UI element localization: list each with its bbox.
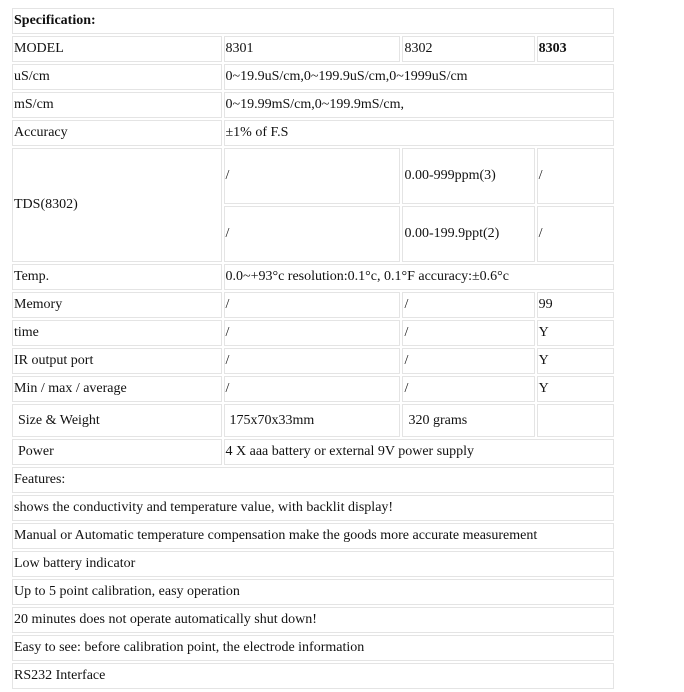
minmax-8301: /	[224, 376, 401, 402]
size-8301: 175x70x33mm	[224, 404, 401, 437]
memory-8301: /	[224, 292, 401, 318]
tds-label: TDS(8302)	[12, 148, 222, 262]
ir-label: IR output port	[12, 348, 222, 374]
memory-8303: 99	[537, 292, 614, 318]
model-label: MODEL	[12, 36, 222, 62]
feature-row	[12, 663, 614, 689]
time-8301: /	[224, 320, 401, 346]
feature-item: Low battery indicator	[12, 551, 614, 577]
model-8302: 8302	[402, 36, 534, 62]
feature-item: shows the conductivity and temperature value, with backlit display!	[12, 495, 614, 521]
minmax-row	[12, 376, 614, 402]
minmax-label: Min / max / average	[12, 376, 222, 402]
feature-item: Up to 5 point calibration, easy operation	[12, 579, 614, 605]
power-label: Power	[12, 439, 222, 465]
time-label: time	[12, 320, 222, 346]
minmax-8303: Y	[537, 376, 614, 402]
ir-8301: /	[224, 348, 401, 374]
spec-title: Specification:	[12, 8, 614, 34]
feature-item: Manual or Automatic temperature compensation make the goods more accurate measurement	[12, 523, 614, 549]
power-value: 4 X aaa battery or external 9V power supply	[224, 439, 615, 465]
feature-item: RS232 Interface	[12, 663, 614, 689]
feature-item: 20 minutes does not operate automatically shut down!	[12, 607, 614, 633]
us-cm-value: 0~19.9uS/cm,0~199.9uS/cm,0~1999uS/cm	[224, 64, 615, 90]
feature-row	[12, 523, 614, 549]
ir-8303: Y	[537, 348, 614, 374]
us-cm-row	[12, 64, 614, 90]
size-row	[12, 404, 614, 437]
memory-label: Memory	[12, 292, 222, 318]
feature-row	[12, 607, 614, 633]
size-8303	[537, 404, 614, 437]
feature-row	[12, 579, 614, 605]
model-8301: 8301	[224, 36, 401, 62]
ir-row	[12, 348, 614, 374]
minmax-8302: /	[402, 376, 534, 402]
spec-title-row	[12, 8, 614, 34]
us-cm-label: uS/cm	[12, 64, 222, 90]
feature-item: Easy to see: before calibration point, the electrode information	[12, 635, 614, 661]
memory-row	[12, 292, 614, 318]
time-8302: /	[402, 320, 534, 346]
tds-8303-ppm: /	[537, 148, 614, 204]
temp-label: Temp.	[12, 264, 222, 290]
accuracy-row	[12, 120, 614, 146]
feature-row	[12, 635, 614, 661]
tds-8301-ppt: /	[224, 206, 401, 262]
ms-cm-label: mS/cm	[12, 92, 222, 118]
size-label: Size & Weight	[12, 404, 222, 437]
features-title: Features:	[12, 467, 614, 493]
time-8303: Y	[537, 320, 614, 346]
ir-8302: /	[402, 348, 534, 374]
tds-8302-ppt: 0.00-199.9ppt(2)	[402, 206, 534, 262]
ms-cm-row	[12, 92, 614, 118]
memory-8302: /	[402, 292, 534, 318]
feature-row	[12, 551, 614, 577]
tds-8302-ppm: 0.00-999ppm(3)	[402, 148, 534, 204]
tds-8301-ppm: /	[224, 148, 401, 204]
feature-row	[12, 495, 614, 521]
tds-8303-ppt: /	[537, 206, 614, 262]
specification-table	[10, 6, 616, 691]
model-8303: 8303	[537, 36, 614, 62]
size-8302: 320 grams	[402, 404, 534, 437]
tds-row-1	[12, 148, 614, 204]
temp-row	[12, 264, 614, 290]
ms-cm-value: 0~19.99mS/cm,0~199.9mS/cm,	[224, 92, 615, 118]
model-row	[12, 36, 614, 62]
temp-value: 0.0~+93°c resolution:0.1°c, 0.1°F accuracy:±0.6°c	[224, 264, 615, 290]
time-row	[12, 320, 614, 346]
accuracy-value: ±1% of F.S	[224, 120, 615, 146]
accuracy-label: Accuracy	[12, 120, 222, 146]
power-row	[12, 439, 614, 465]
features-title-row	[12, 467, 614, 493]
